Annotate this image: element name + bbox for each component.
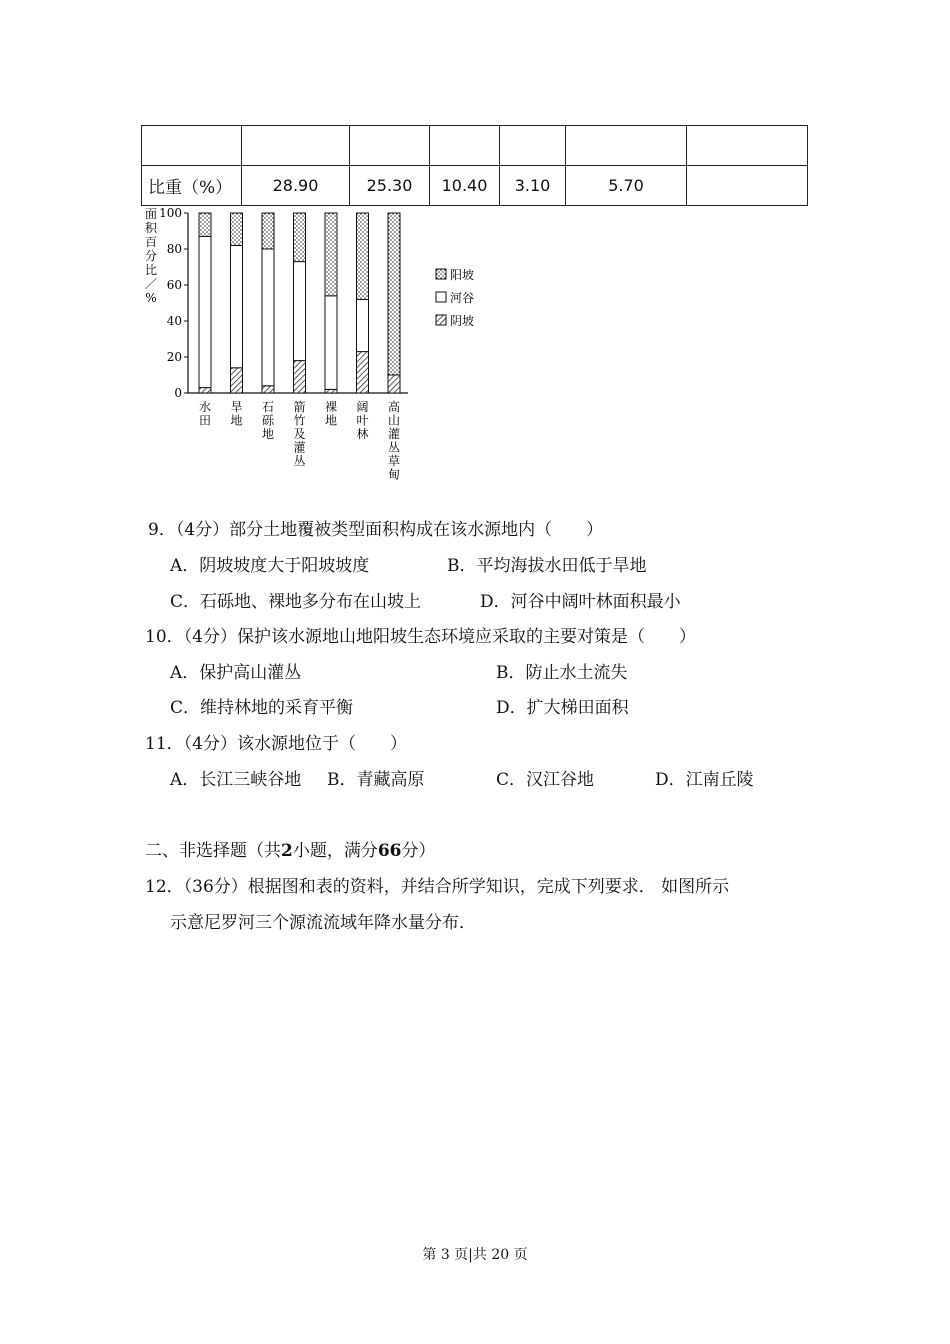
section-heading-text: 二、非选择题（共 bbox=[145, 841, 281, 861]
legend-swatch bbox=[436, 315, 446, 325]
x-tick-label-char: 砾 bbox=[261, 413, 275, 428]
x-tick-label-char: 箭 bbox=[293, 400, 306, 414]
question-9-stem: 9．（4分）部分土地覆被类型面积构成在该水源地内（ ） bbox=[148, 520, 604, 540]
table-cell bbox=[430, 126, 500, 166]
x-tick-label-char: 田 bbox=[198, 413, 212, 428]
y-axis-label-char: 比 bbox=[144, 263, 158, 277]
section-heading-text: 分） bbox=[401, 841, 436, 861]
legend-label: 河谷 bbox=[450, 291, 475, 305]
section-heading-text: 小题，满分 bbox=[292, 841, 378, 861]
legend bbox=[436, 267, 474, 328]
x-tick-label-char: 阔 bbox=[356, 400, 369, 414]
table-cell: 10.40 bbox=[430, 166, 500, 206]
question-10-stem: 10．（4分）保护该水源地山地阳坡生态环境应采取的主要对策是（ ） bbox=[145, 627, 696, 647]
question-11-stem: 11．（4分）该水源地位于（ ） bbox=[145, 734, 407, 754]
bar-segment bbox=[294, 213, 306, 262]
bar-segment bbox=[294, 262, 306, 361]
x-tick-label-char: 丛 bbox=[387, 440, 401, 455]
bar-segment bbox=[199, 388, 211, 393]
table-cell bbox=[350, 126, 430, 166]
question-10-option-d: D．扩大梯田面积 bbox=[496, 698, 629, 718]
section-heading bbox=[145, 836, 436, 861]
question-10-option-b: B．防止水土流失 bbox=[496, 663, 628, 683]
bar-segment bbox=[357, 213, 369, 299]
x-tick-label-char: 丛 bbox=[293, 454, 306, 468]
x-tick-label-char: 草 bbox=[387, 454, 401, 468]
y-tick-label: 40 bbox=[166, 314, 182, 328]
bar-segment bbox=[294, 361, 306, 393]
question-10-option-a: A．保护高山灌丛 bbox=[170, 663, 302, 683]
x-tick-label-char: 山 bbox=[387, 413, 401, 428]
y-axis-label-char: % bbox=[145, 291, 157, 305]
question-9-option-c: C．石砾地、裸地多分布在山坡上 bbox=[170, 592, 422, 612]
x-axis-labels bbox=[199, 399, 400, 482]
x-tick-label-char: 及 bbox=[293, 427, 306, 441]
legend-label: 阳坡 bbox=[450, 268, 475, 282]
question-9-option-b: B．平均海拔水田低于旱地 bbox=[447, 556, 647, 576]
bar-segment bbox=[231, 245, 243, 367]
table-cell bbox=[142, 126, 242, 166]
legend-swatch bbox=[436, 292, 446, 302]
question-11-option-a: A．长江三峡谷地 bbox=[170, 770, 302, 790]
x-tick-label-char: 地 bbox=[261, 427, 275, 441]
bar-segment bbox=[262, 249, 274, 386]
row-label: 比重（%） bbox=[142, 166, 242, 206]
table-cell: 25.30 bbox=[350, 166, 430, 206]
question-11-option-b: B．青藏高原 bbox=[327, 770, 425, 790]
question-9-option-d: D．河谷中阔叶林面积最小 bbox=[480, 592, 681, 612]
bar-segment bbox=[199, 236, 211, 387]
x-tick-label-char: 裸 bbox=[324, 400, 338, 414]
table-cell: 3.10 bbox=[500, 166, 566, 206]
y-axis-label-char: ／ bbox=[144, 277, 158, 291]
bar-segment bbox=[262, 213, 274, 249]
bar-segment bbox=[325, 213, 337, 296]
y-tick-label: 0 bbox=[174, 386, 182, 400]
table-cell bbox=[500, 126, 566, 166]
y-axis-label-char: 面 bbox=[144, 207, 158, 221]
question-9-option-a: A．阴坡坡度大于阳坡坡度 bbox=[170, 556, 370, 576]
legend-label: 阴坡 bbox=[450, 314, 475, 328]
bar-segment bbox=[325, 389, 337, 393]
table-cell bbox=[242, 126, 350, 166]
x-tick-label-char: 石 bbox=[261, 400, 275, 414]
table-cell: 5.70 bbox=[566, 166, 687, 206]
table-cell bbox=[687, 126, 808, 166]
bar-segment bbox=[357, 299, 369, 351]
question-11-option-c: C．汉江谷地 bbox=[496, 770, 595, 790]
question-11-option-d: D．江南丘陵 bbox=[655, 770, 754, 790]
x-tick-label-char: 竹 bbox=[293, 413, 306, 428]
legend-swatch bbox=[436, 269, 446, 279]
table-cell: 28.90 bbox=[242, 166, 350, 206]
table-row bbox=[142, 166, 808, 206]
bar-segment bbox=[199, 213, 211, 236]
x-tick-label-char: 地 bbox=[324, 413, 338, 428]
y-axis-label-char: 分 bbox=[144, 249, 158, 263]
table-cell bbox=[687, 166, 808, 206]
question-count: 2 bbox=[281, 841, 293, 861]
x-tick-label-char: 地 bbox=[230, 413, 243, 428]
bar-segment bbox=[388, 213, 400, 375]
y-tick-label: 60 bbox=[166, 278, 182, 292]
x-tick-label-char: 林 bbox=[356, 427, 369, 441]
y-axis-label-char: 百 bbox=[144, 235, 158, 249]
question-10-option-c: C．维持林地的采育平衡 bbox=[170, 698, 354, 718]
x-tick-label-char: 叶 bbox=[356, 413, 369, 428]
y-axis bbox=[159, 206, 408, 400]
y-tick-label: 100 bbox=[159, 206, 182, 220]
question-12-line-2: 示意尼罗河三个源流流域年降水量分布． bbox=[170, 913, 476, 933]
table-row bbox=[142, 126, 808, 166]
x-tick-label-char: 水 bbox=[198, 400, 212, 414]
bar-segment bbox=[325, 296, 337, 390]
x-tick-label-char: 旱 bbox=[230, 400, 243, 414]
x-tick-label-char: 甸 bbox=[387, 467, 401, 482]
bar-segment bbox=[262, 386, 274, 393]
page-footer: 第 3 页|共 20 页 bbox=[422, 1247, 528, 1263]
bar-segment bbox=[231, 213, 243, 245]
y-axis-label bbox=[145, 207, 158, 305]
total-score: 66 bbox=[377, 841, 402, 861]
x-tick-label-char: 灌 bbox=[387, 427, 401, 441]
y-tick-label: 20 bbox=[166, 350, 182, 364]
table-cell bbox=[566, 126, 687, 166]
bars bbox=[199, 213, 400, 393]
bar-segment bbox=[357, 352, 369, 393]
stacked-bar-chart bbox=[140, 205, 500, 490]
bar-segment bbox=[388, 375, 400, 393]
x-tick-label-char: 灌 bbox=[293, 440, 306, 455]
data-table bbox=[141, 125, 808, 206]
question-12-line-1: 12．（36分）根据图和表的资料，并结合所学知识，完成下列要求． 如图所示 bbox=[145, 877, 730, 897]
x-tick-label-char: 高 bbox=[387, 400, 401, 414]
bar-segment bbox=[231, 368, 243, 393]
y-axis-label-char: 积 bbox=[144, 221, 158, 235]
y-tick-label: 80 bbox=[166, 242, 182, 256]
